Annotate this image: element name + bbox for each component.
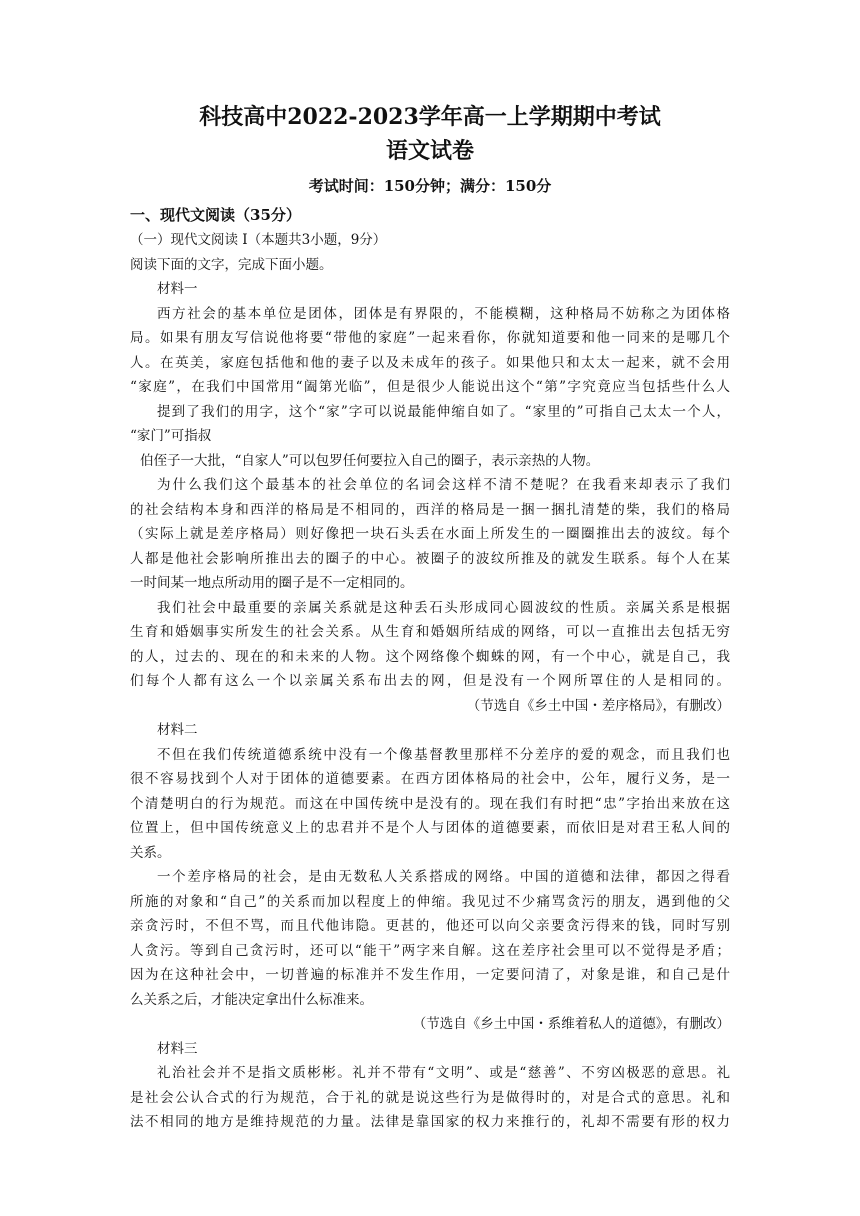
paragraph-line: 人。在英美，家庭包括他和他的妻子以及未成年的孩子。如果他只和太太一起来，就不会用	[130, 354, 730, 371]
section-heading: 一、现代文阅读（35分）	[130, 206, 301, 224]
paragraph-line: 一时间某一地点所动用的圈子是不一定相同的。	[130, 575, 414, 591]
paragraph-line: 人贪污。等到自己贪污时，还可以“能干”两字来自解。这在差序社会里可以不觉得是矛盾；	[130, 942, 730, 959]
material-label: 材料一	[157, 281, 198, 297]
paragraph-line: 提到了我们的用字，这个“家”字可以说最能伸缩自如了。“家里的”可指自己太太一个人，	[157, 403, 730, 420]
exam-title: 科技高中2022-2023学年高一上学期期中考试	[199, 104, 661, 130]
paragraph-line: 为什么我们这个最基本的社会单位的名词会这样不清不楚呢？在我看来却表示了我们	[157, 477, 730, 493]
source-citation: （节选自《乡土中国・差序格局》，有删改）	[466, 697, 730, 714]
paragraph-line: 个清楚明白的行为规范。而这在中国传统中是没有的。现在我们有时把“忠”字抬出来放在这	[130, 795, 730, 812]
source-citation: （节选自《乡土中国・系维着私人的道德》，有删改）	[412, 1016, 730, 1032]
paragraph-line: 们每个人都有这么一个以亲属关系布出去的网，但是没有一个网所罩住的人是相同的。	[130, 673, 730, 689]
paragraph-line: 局。如果有朋友写信说他将要“带他的家庭”一起来看你，你就知道要和他一同来的是哪几个	[130, 330, 730, 346]
paragraph-line: 所施的对象和“自己”的关系而加以程度上的伸缩。我见过不少痛骂贪污的朋友，遇到他的父	[130, 893, 730, 910]
paragraph-line: 法不相同的地方是维持规范的力量。法律是靠国家的权力来推行的，礼却不需要有形的权力	[130, 1114, 730, 1130]
paragraph-line: 生育和婚姻事实所发生的社会关系。从生育和婚姻所结成的网络，可以一直推出去包括无穷	[130, 624, 730, 640]
paragraph-line: 是社会公认合式的行为规范，合于礼的就是说这些行为是做得时的，对是合式的意思。礼和	[130, 1089, 730, 1106]
paragraph-line: 我们社会中最重要的亲属关系就是这种丢石头形成同心圆波纹的性质。亲属关系是根据	[157, 599, 730, 616]
paragraph-line: 很不容易找到个人对于团体的道德要素。在西方团体格局的社会中，公年，履行义务，是一	[130, 771, 730, 787]
paragraph-line: 的社会结构本身和西洋的格局是不相同的，西洋的格局是一捆一捆扎清楚的柴，我们的格局	[130, 501, 730, 518]
paragraph-line: 伯侄子一大批，“自家人”可以包罗任何要拉入自己的圈子，表示亲热的人物。	[140, 452, 600, 469]
exam-subtitle: 语文试卷	[385, 138, 474, 164]
instruction: 阅读下面的文字，完成下面小题。	[130, 256, 333, 273]
sub-heading: （一）现代文阅读 I（本题共3小题，9分）	[130, 232, 387, 248]
paragraph-line: 的人，过去的、现在的和未来的人物。这个网络像个蜘蛛的网，有一个中心，就是自己，我	[130, 648, 730, 665]
paragraph-line: 么关系之后，才能决定拿出什么标准来。	[130, 991, 373, 1008]
paragraph-line: 亲贪污时，不但不骂，而且代他讳隐。更甚的，他还可以向父亲要贪污得来的钱，同时写别	[130, 918, 730, 934]
paragraph-line: 位置上，但中国传统意义上的忠君并不是个人与团体的道德要素，而依旧是对君王私人间的	[130, 820, 730, 836]
paragraph-line: 关系。	[130, 844, 171, 861]
paragraph-line: 一个差序格局的社会，是由无数私人关系搭成的网络。中国的道德和法律，都因之得看	[157, 869, 730, 885]
material-label: 材料二	[157, 722, 198, 738]
paragraph-line: 不但在我们传统道德系统中没有一个像基督教里那样不分差序的爱的观念，而且我们也	[157, 746, 730, 763]
paragraph-line: “家门”可指叔	[130, 428, 212, 444]
paragraph-line: “家庭”，在我们中国常用“阖第光临”，但是很少人能说出这个“第”字究竟应当包括些什么人	[130, 379, 730, 395]
material-label: 材料三	[157, 1040, 198, 1057]
exam-page	[130, 100, 730, 1135]
exam-info: 考试时间：150分钟；满分：150分	[308, 177, 552, 195]
paragraph-line: 西方社会的基本单位是团体，团体是有界限的，不能模糊，这种格局不妨称之为团体格	[157, 305, 730, 322]
paragraph-line: （实际上就是差序格局）则好像把一块石头丢在水面上所发生的一圈圈推出去的波纹。每个	[130, 526, 730, 542]
paragraph-line: 人都是他社会影响所推出去的圈子的中心。被圈子的波纹所推及的就发生联系。每个人在某	[130, 550, 730, 567]
paragraph-line: 因为在这种社会中，一切普遍的标准并不发生作用，一定要问清了，对象是谁，和自己是什	[130, 967, 730, 983]
paragraph-line: 礼治社会并不是指文质彬彬。礼并不带有“文明”、或是“慈善”、不穷凶极恶的意思。礼	[157, 1065, 730, 1081]
